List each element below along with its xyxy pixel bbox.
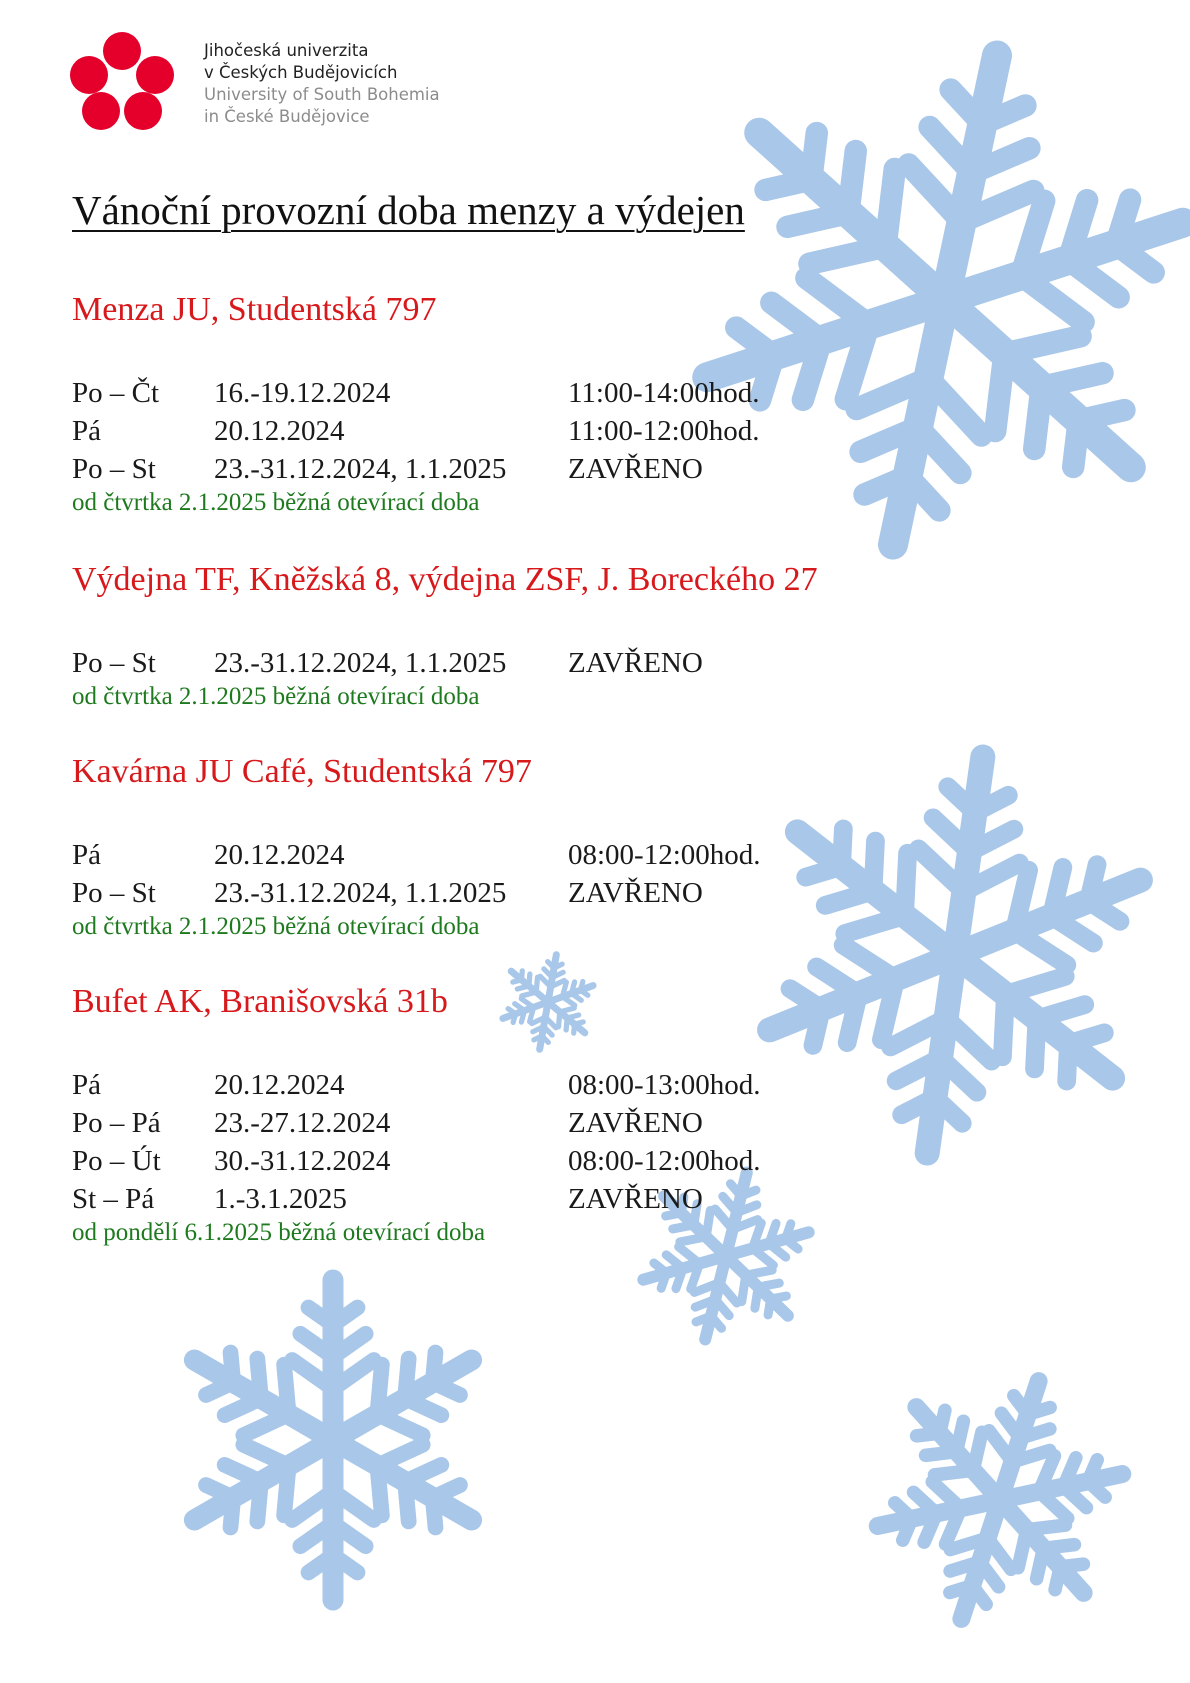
row-days: Pá <box>72 415 101 447</box>
row-dates: 20.12.2024 <box>214 1069 345 1101</box>
row-days: St – Pá <box>72 1183 155 1215</box>
row-dates: 23.-31.12.2024, 1.1.2025 <box>214 453 507 485</box>
row-hours: 11:00-14:00hod. <box>568 377 760 409</box>
row-dates: 23.-31.12.2024, 1.1.2025 <box>214 877 507 909</box>
row-hours: ZAVŘENO <box>568 1183 703 1215</box>
row-days: Po – St <box>72 453 156 485</box>
row-hours: 08:00-12:00hod. <box>568 839 761 871</box>
hours-row <box>72 1142 1072 1180</box>
university-name-en-1: University of South Bohemia <box>204 85 440 104</box>
venue-name: Bufet AK, Branišovská 31b <box>72 983 448 1020</box>
row-days: Po – Čt <box>72 377 160 409</box>
hours-row <box>72 450 1072 488</box>
row-days: Po – St <box>72 647 156 679</box>
row-days: Po – St <box>72 877 156 909</box>
row-hours: 08:00-12:00hod. <box>568 1145 761 1177</box>
row-dates: 20.12.2024 <box>214 839 345 871</box>
regular-hours-note: od pondělí 6.1.2025 běžná otevírací doba <box>72 1219 486 1246</box>
hours-table <box>72 1066 1072 1248</box>
row-dates: 23.-27.12.2024 <box>214 1107 391 1139</box>
logo-text <box>204 40 524 128</box>
regular-hours-note: od čtvrtka 2.1.2025 běžná otevírací doba <box>72 913 480 940</box>
hours-table <box>72 644 1072 712</box>
row-days: Po – Pá <box>72 1107 161 1139</box>
venue-name: Menza JU, Studentská 797 <box>72 291 437 328</box>
hours-row <box>72 1104 1072 1142</box>
hours-table <box>72 374 1072 518</box>
snowflake-icon <box>152 1259 514 1621</box>
venue-vydejna-tf-zsf <box>72 560 1072 712</box>
hours-row <box>72 836 1072 874</box>
row-hours: ZAVŘENO <box>568 647 703 679</box>
logo-mark-icon <box>70 32 174 132</box>
hours-row <box>72 374 1072 412</box>
university-name-cs-2: v Českých Budějovicích <box>204 63 398 82</box>
row-dates: 1.-3.1.2025 <box>214 1183 347 1215</box>
snowflake-icon <box>857 1357 1143 1643</box>
hours-row <box>72 1066 1072 1104</box>
hours-row <box>72 412 1072 450</box>
university-name-cs-1: Jihočeská univerzita <box>204 41 369 60</box>
row-hours: 08:00-13:00hod. <box>568 1069 761 1101</box>
row-dates: 16.-19.12.2024 <box>214 377 391 409</box>
row-hours: 11:00-12:00hod. <box>568 415 760 447</box>
row-days: Pá <box>72 839 101 871</box>
hours-row <box>72 644 1072 682</box>
venue-bufet-ak <box>72 982 1072 1248</box>
row-days: Po – Út <box>72 1145 161 1177</box>
venue-menza <box>72 290 1072 518</box>
venue-name: Kavárna JU Café, Studentská 797 <box>72 753 532 790</box>
hours-row <box>72 874 1072 912</box>
row-dates: 20.12.2024 <box>214 415 345 447</box>
row-days: Pá <box>72 1069 101 1101</box>
row-hours: ZAVŘENO <box>568 453 703 485</box>
hours-row <box>72 1180 1072 1218</box>
row-dates: 30.-31.12.2024 <box>214 1145 391 1177</box>
hours-table <box>72 836 1072 942</box>
regular-hours-note: od čtvrtka 2.1.2025 běžná otevírací doba <box>72 683 480 710</box>
row-hours: ZAVŘENO <box>568 877 703 909</box>
page-title: Vánoční provozní doba menzy a výdejen <box>72 187 745 233</box>
row-dates: 23.-31.12.2024, 1.1.2025 <box>214 647 507 679</box>
regular-hours-note: od čtvrtka 2.1.2025 běžná otevírací doba <box>72 489 480 516</box>
venue-name: Výdejna TF, Kněžská 8, výdejna ZSF, J. Boreckého 27 <box>72 561 818 598</box>
university-name-en-2: in České Budějovice <box>204 107 370 126</box>
row-hours: ZAVŘENO <box>568 1107 703 1139</box>
venue-kavarna-ju-cafe <box>72 752 1072 942</box>
